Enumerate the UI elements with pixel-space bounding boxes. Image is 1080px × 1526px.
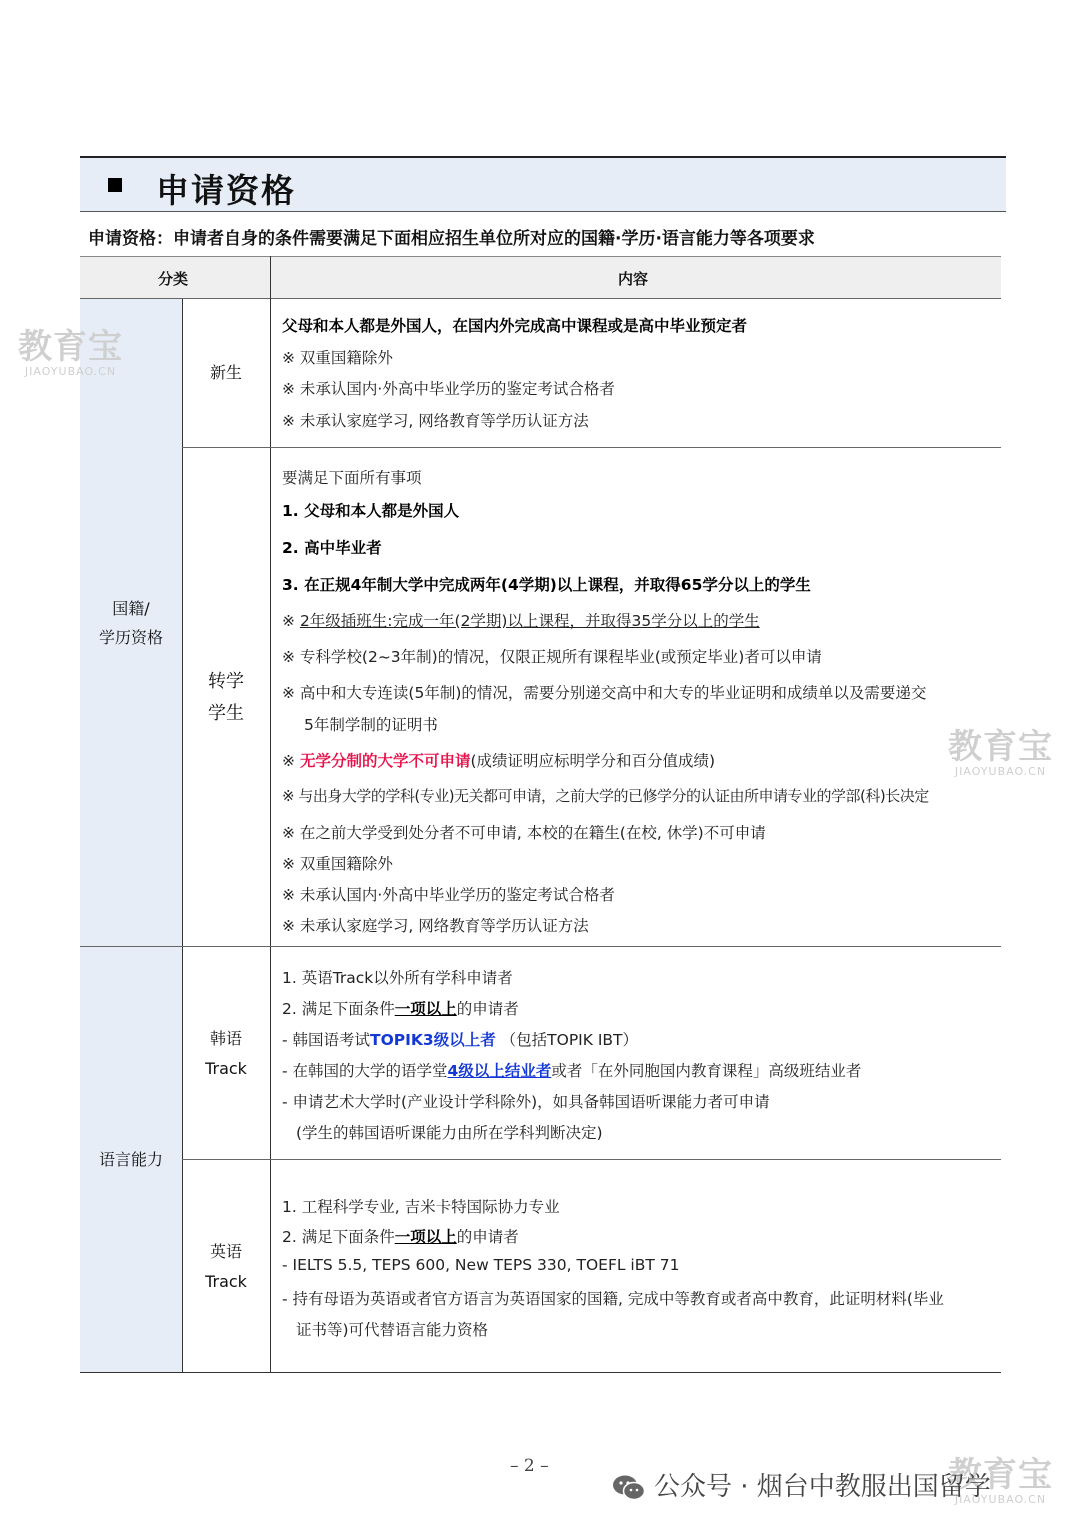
eligibility-subtitle: 申请资格：申请者自身的条件需要满足下面相应招生单位所对应的国籍·学历·语言能力等各项要求 — [88, 229, 815, 249]
transfer-note-7: ※ 双重国籍除外 — [282, 855, 393, 873]
sub-korean-track: 韩语 Track — [205, 1029, 247, 1078]
english-line-2: 2. 满足下面条件一项以上的申请者 — [282, 1228, 519, 1246]
freshman-line-2: ※ 双重国籍除外 — [282, 349, 393, 367]
transfer-intro: 要满足下面所有事项 — [282, 469, 422, 487]
transfer-req-1: 1. 父母和本人都是外国人 — [282, 502, 460, 520]
transfer-note-3b: 5年制学制的证明书 — [304, 716, 438, 734]
watermark-left: 教育宝 JIAOYUBAO.CN — [18, 327, 123, 378]
korean-line-4: - 在韩国的大学的语学堂4级以上结业者或者「在外同胞国内教育课程」高级班结业者 — [282, 1062, 862, 1080]
sub-transfer: 转学 学生 — [208, 671, 244, 724]
transfer-note-5: ※ 与出身大学的学科(专业)无关都可申请，之前大学的已修学分的认证由所申请专业的学部(科)长决定 — [282, 787, 929, 805]
transfer-note-2: ※ 专科学校(2~3年制)的情况，仅限正规所有课程毕业(或预定毕业)者可以申请 — [282, 648, 822, 666]
transfer-note-4: ※ 无学分制的大学不可申请(成绩证明应标明学分和百分值成绩) — [282, 752, 716, 770]
header-content: 内容 — [618, 270, 649, 288]
sub-english-track: 英语 Track — [205, 1242, 247, 1291]
row-divider-2 — [80, 946, 1001, 947]
header-category: 分类 — [158, 270, 189, 288]
row-divider-1 — [182, 447, 1001, 448]
wechat-icon — [612, 1474, 646, 1502]
table-header — [80, 256, 1001, 299]
sub-freshman: 新生 — [209, 363, 242, 382]
english-line-1: 1. 工程科学专业, 吉米卡特国际协力专业 — [282, 1198, 560, 1216]
row-divider-3 — [182, 1159, 1001, 1160]
divider-content — [270, 256, 271, 1372]
freshman-line-4: ※ 未承认家庭学习, 网络教育等学历认证方法 — [282, 412, 589, 430]
freshman-line-3: ※ 未承认国内·外高中毕业学历的鉴定考试合格者 — [282, 380, 615, 398]
transfer-note-3a: ※ 高中和大专连读(5年制)的情况，需要分别递交高中和大专的毕业证明和成绩单以及需要递交 — [282, 684, 927, 702]
korean-line-6: (学生的韩国语听课能力由所在学科判断决定) — [296, 1124, 603, 1142]
freshman-line-1: 父母和本人都是外国人，在国内外完成高中课程或是高中毕业预定者 — [282, 317, 748, 335]
watermark-bottom: 教育宝 JIAOYUBAO.CN — [948, 1455, 1053, 1506]
bullet-square-icon — [108, 178, 122, 192]
transfer-note-8: ※ 未承认国内·外高中毕业学历的鉴定考试合格者 — [282, 886, 615, 904]
footer-account: 公众号 · 烟台中教服出国留学 — [612, 1466, 991, 1503]
table-bottom — [80, 1372, 1001, 1373]
korean-line-3: - 韩国语考试TOPIK3级以上者 （包括TOPIK IBT） — [282, 1031, 638, 1049]
english-line-4: - 持有母语为英语或者官方语言为英语国家的国籍, 完成中等教育或者高中教育，此证明材料(毕业 — [282, 1290, 944, 1308]
divider-sub — [182, 299, 183, 1372]
category-column-bg — [80, 299, 182, 1372]
page-number: – 2 – — [510, 1456, 549, 1476]
transfer-note-6: ※ 在之前大学受到处分者不可申请, 本校的在籍生(在校, 休学)不可申请 — [282, 824, 766, 842]
english-line-5: 证书等)可代替语言能力资格 — [296, 1321, 489, 1339]
transfer-req-3: 3. 在正规4年制大学中完成两年(4学期)以上课程，并取得65学分以上的学生 — [282, 576, 811, 594]
transfer-note-1: ※ 2年级插班生:完成一年(2学期)以上课程，并取得35学分以上的学生 — [282, 612, 760, 630]
category-language: 语言能力 — [98, 1150, 163, 1169]
korean-line-5: - 申请艺术大学时(产业设计学科除外)，如具备韩国语听课能力者可申请 — [282, 1093, 770, 1111]
transfer-req-2: 2. 高中毕业者 — [282, 539, 382, 557]
section-title: 申请资格 — [156, 171, 296, 210]
english-line-3: - IELTS 5.5, TEPS 600, New TEPS 330, TOEFL iBT 71 — [282, 1256, 680, 1274]
korean-line-2: 2. 满足下面条件一项以上的申请者 — [282, 1000, 519, 1018]
transfer-note-9: ※ 未承认家庭学习, 网络教育等学历认证方法 — [282, 917, 589, 935]
section-header — [80, 156, 1006, 212]
watermark-right: 教育宝 JIAOYUBAO.CN — [948, 727, 1053, 778]
korean-line-1: 1. 英语Track以外所有学科申请者 — [282, 969, 513, 987]
category-nationality: 国籍/ 学历资格 — [98, 599, 163, 647]
